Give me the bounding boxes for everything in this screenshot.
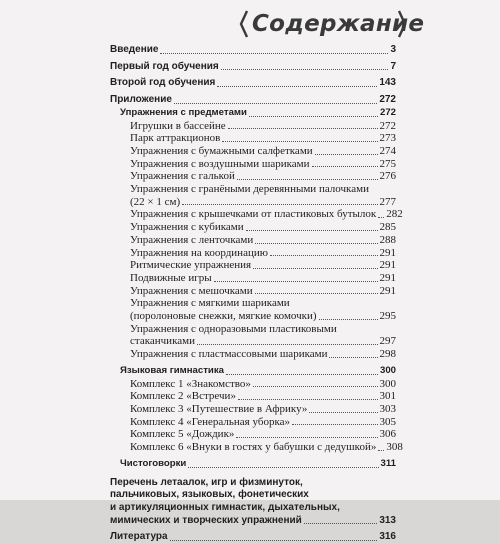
toc-entry-lists[interactable] (110, 477, 396, 528)
toc-entry-literature[interactable]: Литература 316 (110, 531, 396, 543)
toc-entry-item[interactable]: Упражнения с галькой 276 (130, 170, 396, 183)
toc-entry-item[interactable]: Комплекс 1 «Знакомство» 300 (130, 377, 396, 390)
toc-entry-item[interactable]: Подвижные игры 291 (130, 271, 396, 284)
toc-entry-intro[interactable]: Введение 3 (110, 44, 396, 55)
toc-entry-item[interactable]: Упражнения на координацию 291 (130, 246, 396, 259)
toc-entry-item[interactable]: Упражнения с крышечками от пластиковых бутылок 282 (130, 208, 403, 221)
page-title: Содержание (252, 11, 425, 37)
toc-entry-objects[interactable]: Упражнения с предметами 272 (120, 106, 396, 118)
toc-entry-lists-line2: пальчиковых, языковых, фонетических (110, 489, 309, 501)
toc-entry-lists-line4: мимических и творческих упражнений 313 (110, 514, 396, 526)
toc-entry-item[interactable]: Упражнения с мешочками 291 (130, 284, 396, 297)
toc-entry-item-line1[interactable]: Упражнения с мягкими шариками (130, 297, 290, 310)
toc-entry-item[interactable]: Игрушки в бассейне 272 (130, 119, 396, 132)
toc-entry-item[interactable]: Упражнения с бумажными салфетками 274 (130, 144, 396, 157)
toc-entry-item[interactable]: Комплекс 6 «Внуки в гостях у бабушки с дедушкой» 308 (130, 441, 403, 454)
toc-entry-item[interactable]: Ритмические упражнения 291 (130, 259, 396, 272)
toc-entry-item[interactable]: Упражнения с пластмассовыми шариками 298 (130, 348, 396, 361)
toc-entry-tongue-twisters[interactable]: Чистоговорки 311 (120, 457, 396, 469)
toc-entry-item[interactable]: Упражнения с кубиками 285 (130, 221, 396, 234)
bracket-ornament-left-icon (238, 10, 248, 38)
toc-entry-item[interactable]: Комплекс 5 «Дождик» 306 (130, 428, 396, 441)
toc-entry-lang-gym[interactable]: Языковая гимнастика 300 (120, 364, 396, 376)
toc-entry-appendix[interactable]: Приложение 272 (110, 94, 396, 106)
toc-entry-item[interactable]: Комплекс 2 «Встречи» 301 (130, 390, 396, 403)
toc-entry-item[interactable]: Комплекс 4 «Генеральная уборка» 305 (130, 415, 396, 428)
bracket-ornament-right-icon (398, 10, 408, 38)
toc-entry-lists-line1: Перечень летаалок, игр и физминуток, (110, 476, 303, 488)
toc-entry-item[interactable]: Комплекс 3 «Путешествие в Африку» 303 (130, 402, 396, 415)
table-of-contents (110, 44, 403, 544)
toc-entry-item[interactable]: Упражнения с воздушными шариками 275 (130, 157, 396, 170)
title-banner (238, 6, 425, 42)
toc-entry-item[interactable]: Парк аттракционов 273 (130, 132, 396, 145)
toc-entry-year2[interactable]: Второй год обучения 143 (110, 77, 396, 89)
toc-entry-item[interactable]: Упражнения с ленточками 288 (130, 233, 396, 246)
toc-entry-item-line1[interactable]: Упражнения с гранёными деревянными палочками (130, 183, 369, 196)
toc-entry-item[interactable]: (поролоновые снежки, мягкие комочки) 295 (130, 310, 396, 323)
toc-entry-year1[interactable]: Первый год обучения 7 (110, 60, 396, 72)
toc-entry-item[interactable]: (22 × 1 см) 277 (130, 195, 396, 208)
toc-entry-item[interactable]: стаканчиками 297 (130, 335, 396, 348)
toc-entry-item-line1[interactable]: Упражнения с одноразовыми пластиковыми (130, 322, 337, 335)
toc-entry-lists-line3: и артикуляционных гимнастик, дыхательных, (110, 501, 340, 513)
